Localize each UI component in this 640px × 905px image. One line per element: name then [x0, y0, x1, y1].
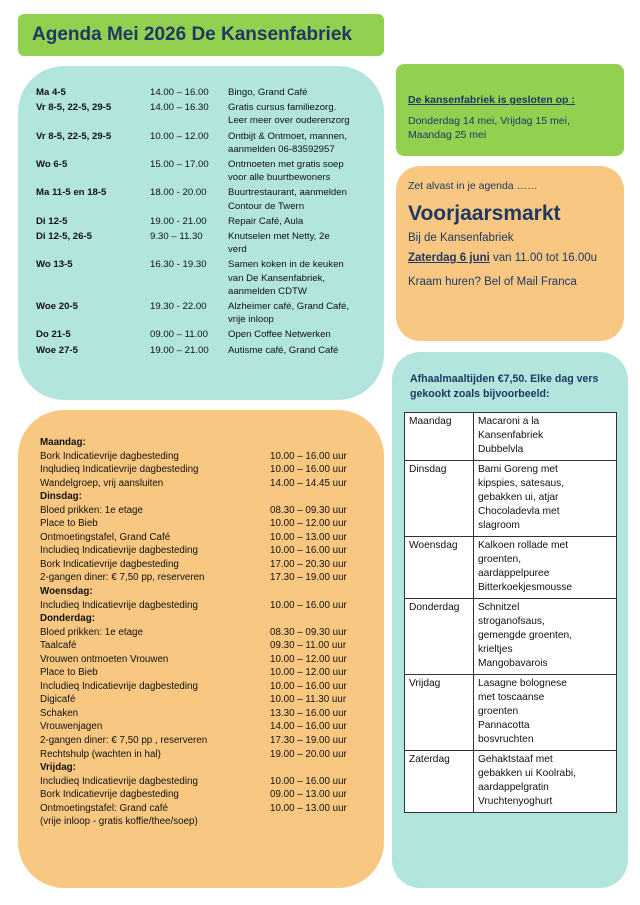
meal-dish-line: Bami Goreng met: [478, 464, 558, 475]
event-row: [36, 300, 374, 326]
meal-dish: [474, 599, 617, 675]
event-activity-line: aanmelden CDTW: [228, 285, 307, 297]
weekly-item-time: 13.30 – 16.00 uur: [270, 707, 347, 719]
meal-dish-line: groenten: [478, 706, 519, 717]
event-activity-line: aanmelden 06-83592957: [228, 143, 335, 155]
event-time: 19.00 - 21.00: [150, 215, 207, 227]
meal-dish-line: Gehaktstaaf met: [478, 754, 553, 765]
weekly-item-time: [270, 815, 374, 829]
meal-day: Donderdag: [405, 599, 474, 675]
meal-dish-line: gebakken ui, atjar: [478, 492, 559, 503]
weekly-item: [40, 558, 374, 572]
weekly-item-name: Digicafé: [40, 694, 76, 706]
weekly-item-name: 2-gangen diner: € 7,50 pp , reserveren: [40, 735, 208, 747]
event-row: [36, 186, 374, 212]
meal-dish-line: krieltjes: [478, 644, 513, 655]
weekly-item-time: 10.00 – 12.00 uur: [270, 667, 347, 679]
weekly-item: [40, 531, 374, 545]
weekly-item-name: Bloed prikken: 1e etage: [40, 504, 143, 516]
weekly-item-time: 08.30 – 09.30 uur: [270, 626, 347, 638]
event-activity-line: Leer meer over ouderenzorg: [228, 115, 350, 127]
weekly-item-name: (vrije inloop - gratis koffie/thee/soep): [40, 816, 198, 828]
event-row: [36, 130, 374, 156]
event-time: 19.30 - 22.00: [150, 301, 207, 313]
event-time: 10.00 – 12.00: [150, 130, 209, 142]
weekly-item: [40, 626, 374, 640]
event-activity-line: Autisme café, Grand Café: [228, 344, 339, 356]
weekly-item-time: 19.00 – 20.00 uur: [270, 748, 347, 760]
weekly-item-time: 14.00 – 14.45 uur: [270, 477, 347, 489]
closed-notice: [396, 64, 624, 156]
weekly-item-time: 08.30 – 09.30 uur: [270, 504, 347, 516]
closed-heading: De kansenfabriek is gesloten op :: [408, 94, 575, 106]
meal-dish-line: Kansenfabriek: [478, 430, 544, 441]
weekly-item-name: Donderdag:: [40, 613, 95, 625]
event-activity-line: van De Kansenfabriek,: [228, 272, 326, 284]
market-date-time: van 11.00 tot 16.00u: [489, 252, 598, 264]
meal-dish-line: Macaroni a la: [478, 416, 540, 427]
weekly-item-time: 10.00 – 13.00 uur: [270, 531, 347, 543]
meal-dish-line: Mangobavarois: [478, 658, 548, 669]
closed-dates: [408, 114, 614, 142]
weekly-item: [40, 517, 374, 531]
weekly-item-name: Inqludieq Indicatievrije dagbesteding: [40, 464, 199, 476]
weekly-item: [40, 788, 374, 802]
event-activity: [228, 86, 374, 99]
weekly-item-time: [270, 585, 374, 599]
meal-day: Zaterdag: [405, 751, 474, 813]
event-time: 18.00 - 20.00: [150, 187, 207, 199]
meal-dish-line: Pannacotta: [478, 720, 530, 731]
weekly-item: [40, 734, 374, 748]
weekly-item-time: [270, 436, 374, 450]
event-activity-line: vrije inloop: [228, 314, 274, 326]
event-activity: [228, 101, 374, 127]
event-activity-line: Ontmoeten met gratis soep: [228, 159, 344, 171]
weekly-item-name: Bloed prikken: 1e etage: [40, 626, 143, 638]
meal-dish: [474, 675, 617, 751]
weekly-item-name: Includieq Indicatievrije dagbesteding: [40, 545, 198, 557]
meal-dish: [474, 461, 617, 537]
weekly-item-name: Ontmoetingstafel, Grand Café: [40, 531, 171, 543]
weekly-item-name: Schaken: [40, 707, 79, 719]
weekly-item-name: Bork Indicatievrije dagbesteding: [40, 450, 179, 462]
event-activity: [228, 258, 374, 298]
page-title: Agenda Mei 2026 De Kansenfabriek: [32, 24, 352, 45]
meal-dish-line: gebakken ui Koolrabi,: [478, 768, 576, 779]
event-activity-line: Repair Café, Aula: [228, 215, 304, 227]
weekly-item-name: Bork Indicatievrije dagbesteding: [40, 789, 179, 801]
weekly-item-time: 10.00 – 16.00 uur: [270, 545, 347, 557]
weekly-item-name: Maandag:: [40, 437, 86, 448]
meals-heading: Afhaalmaaltijden €7,50. Elke dag vers gekookt zoals bijvoorbeeld:: [410, 373, 599, 400]
event-activity: [228, 130, 374, 156]
weekly-item: [40, 599, 374, 613]
meals-table: [404, 412, 617, 813]
weekly-item: [40, 693, 374, 707]
weekly-item-name: Includieq Indicatievrije dagbesteding: [40, 775, 198, 787]
event-activity-line: Samen koken in de keuken: [228, 259, 344, 271]
meal-dish-line: stroganofsaus,: [478, 616, 545, 627]
meal-dish: [474, 413, 617, 461]
meal-day: Maandag: [405, 413, 474, 461]
weekly-item: [40, 815, 374, 829]
weekly-item: [40, 463, 374, 477]
weekly-item-name: Dinsdag:: [40, 491, 82, 503]
event-day: Woe 20-5: [36, 301, 78, 313]
weekly-item-time: 10.00 – 13.00 uur: [270, 802, 347, 814]
event-row: [36, 328, 374, 341]
market-subtitle: Bij de Kansenfabriek: [408, 232, 514, 244]
weekly-item: [40, 775, 374, 789]
weekly-item-name: Rechtshulp (wachten in hal): [40, 748, 161, 760]
event-activity-line: Bingo, Grand Café: [228, 87, 308, 98]
event-row: [36, 215, 374, 228]
event-activity-line: verd: [228, 244, 247, 256]
event-row: [36, 101, 374, 127]
meal-row: [405, 751, 617, 813]
weekly-item-time: 10.00 – 16.00 uur: [270, 599, 347, 611]
event-activity: [228, 300, 374, 326]
weekly-item: [40, 680, 374, 694]
weekly-item-name: Place to Bieb: [40, 667, 98, 679]
weekly-item-name: Woensdag:: [40, 586, 93, 598]
event-activity: [228, 186, 374, 212]
event-activity-line: Gratis cursus familiezorg.: [228, 102, 337, 114]
weekly-item-name: Vrouwen ontmoeten Vrouwen: [40, 653, 169, 665]
event-time: 14.00 – 16.30: [150, 102, 209, 114]
meal-row: [405, 537, 617, 599]
weekly-item: [40, 639, 374, 653]
weekly-item-name: Place to Bieb: [40, 518, 98, 530]
event-activity-line: Alzheimer café, Grand Café,: [228, 301, 350, 313]
meal-row: [405, 413, 617, 461]
meal-dish-line: aardappelgratin: [478, 782, 549, 793]
weekly-item-time: 10.00 – 16.00 uur: [270, 680, 347, 692]
meal-dish-line: gemengde groenten,: [478, 630, 573, 641]
event-time: 19.00 – 21.00: [150, 344, 209, 356]
weekly-item-name: Vrijdag:: [40, 762, 76, 774]
meal-day: Woensdag: [405, 537, 474, 599]
event-day: Vr 8-5, 22-5, 29-5: [36, 130, 112, 142]
weekly-item: [40, 802, 374, 816]
weekly-item: [40, 653, 374, 667]
weekly-item-name: Includieq Indicatievrije dagbesteding: [40, 680, 198, 692]
weekly-item-time: [270, 761, 374, 775]
weekly-item-time: 10.00 – 11.30 uur: [270, 694, 347, 706]
weekly-item-time: 10.00 – 16.00 uur: [270, 775, 347, 787]
weekly-item: [40, 707, 374, 721]
meal-dish-line: aardappelpuree: [478, 568, 550, 579]
meal-dish-line: groenten,: [478, 554, 522, 565]
event-row: [36, 86, 374, 99]
weekly-item: [40, 477, 374, 491]
market-title: Voorjaarsmarkt: [408, 202, 561, 225]
event-time: 15.00 – 17.00: [150, 159, 209, 171]
meal-dish-line: bosvruchten: [478, 734, 534, 745]
event-activity: [228, 158, 374, 184]
weekly-item: [40, 748, 374, 762]
event-day: Woe 27-5: [36, 344, 78, 356]
weekly-item-time: 14.00 – 16.00 uur: [270, 721, 347, 733]
meal-dish: [474, 751, 617, 813]
weekly-item-time: [270, 612, 374, 626]
meal-dish-line: Lasagne bolognese: [478, 678, 567, 689]
meals-panel: [392, 352, 628, 888]
market-date: [408, 250, 614, 266]
weekly-item: [40, 544, 374, 558]
market-announcement: [396, 166, 624, 341]
weekly-item-time: 17.00 – 20.30 uur: [270, 558, 347, 570]
meal-dish-line: Kalkoen rollade met: [478, 540, 569, 551]
weekly-item: [40, 571, 374, 585]
weekly-item-time: 17.30 – 19.00 uur: [270, 735, 347, 747]
event-day: Ma 11-5 en 18-5: [36, 187, 107, 199]
weekly-schedule-panel: [18, 410, 384, 888]
market-date-day: Zaterdag 6 juni: [408, 252, 490, 264]
weekly-item: [40, 504, 374, 518]
event-day: Wo 13-5: [36, 259, 73, 271]
event-day: Wo 6-5: [36, 159, 68, 171]
event-activity-line: Contour de Twern: [228, 200, 305, 212]
meal-dish-line: kipspies, satesaus,: [478, 478, 565, 489]
event-row: [36, 230, 374, 256]
weekly-item-time: 10.00 – 16.00 uur: [270, 464, 347, 476]
weekly-item-name: Ontmoetingstafel: Grand café: [40, 802, 168, 814]
title-banner: [18, 14, 384, 56]
weekly-item-name: Taalcafé: [40, 640, 77, 652]
events-panel: [18, 66, 384, 400]
event-activity-line: Buurtrestaurant, aanmelden: [228, 187, 347, 199]
meal-row: [405, 599, 617, 675]
weekly-item: [40, 666, 374, 680]
event-time: 9.30 – 11.30: [150, 231, 203, 243]
event-row: [36, 258, 374, 298]
event-activity-line: voor alle buurtbewoners: [228, 172, 331, 184]
event-time: 09.00 – 11.00: [150, 329, 208, 341]
weekday-heading: [40, 585, 374, 599]
closed-line: Maandag 25 mei: [408, 129, 487, 141]
event-time: 16.30 - 19.30: [150, 259, 207, 271]
weekly-item-name: Wandelgroep, vrij aansluiten: [40, 477, 164, 489]
meal-row: [405, 675, 617, 751]
event-activity-line: Ontbijt & Ontmoet, mannen,: [228, 130, 347, 142]
weekly-item-time: [270, 490, 374, 504]
weekly-item-time: 17.30 – 19.00 uur: [270, 572, 347, 584]
event-activity: [228, 230, 374, 256]
market-contact: Kraam huren? Bel of Mail Franca: [408, 276, 577, 288]
event-day: Do 21-5: [36, 329, 71, 341]
weekly-item-name: 2-gangen diner: € 7,50 pp, reserveren: [40, 572, 205, 584]
weekly-item-time: 09.30 – 11.00 uur: [270, 640, 347, 652]
weekly-item-time: 09.00 – 13.00 uur: [270, 789, 347, 801]
event-day: Vr 8-5, 22-5, 29-5: [36, 102, 112, 114]
meal-day: Dinsdag: [405, 461, 474, 537]
event-day: Di 12-5, 26-5: [36, 231, 92, 243]
weekly-item-name: Includieq Indicatievrije dagbesteding: [40, 599, 198, 611]
event-day: Di 12-5: [36, 215, 68, 227]
event-activity: [228, 215, 374, 228]
weekday-heading: [40, 490, 374, 504]
weekly-item-name: Vrouwenjagen: [40, 721, 103, 733]
weekly-item-time: 10.00 – 16.00 uur: [270, 450, 347, 462]
meal-dish-line: Vruchtenyoghurt: [478, 796, 553, 807]
weekly-item: [40, 450, 374, 464]
weekly-item: [40, 720, 374, 734]
meal-dish-line: slagroom: [478, 520, 520, 531]
weekday-heading: [40, 436, 374, 450]
weekday-heading: [40, 761, 374, 775]
weekly-item-time: 10.00 – 12.00 uur: [270, 518, 347, 530]
meal-dish-line: Bitterkoekjesmousse: [478, 582, 572, 593]
meal-dish-line: Chocoladevla met: [478, 506, 560, 517]
weekday-heading: [40, 612, 374, 626]
meal-dish: [474, 537, 617, 599]
meal-row: [405, 461, 617, 537]
meal-day: Vrijdag: [405, 675, 474, 751]
meal-dish-line: Dubbelvla: [478, 444, 524, 455]
market-intro: Zet alvast in je agenda ……: [408, 180, 538, 192]
meal-dish-line: met toscaanse: [478, 692, 545, 703]
event-day: Ma 4-5: [36, 87, 66, 98]
event-row: [36, 158, 374, 184]
weekly-item-time: 10.00 – 12.00 uur: [270, 653, 347, 665]
event-time: 14.00 – 16.00: [150, 87, 209, 98]
event-row: [36, 344, 374, 357]
event-activity: [228, 328, 374, 341]
event-activity-line: Knutselen met Netty, 2e: [228, 231, 330, 243]
event-activity-line: Open Coffee Netwerken: [228, 329, 331, 341]
event-activity: [228, 344, 374, 357]
weekly-item-name: Bork Indicatievrije dagbesteding: [40, 558, 179, 570]
meal-dish-line: Schnitzel: [478, 602, 520, 613]
closed-line: Donderdag 14 mei, Vrijdag 15 mei,: [408, 115, 570, 127]
